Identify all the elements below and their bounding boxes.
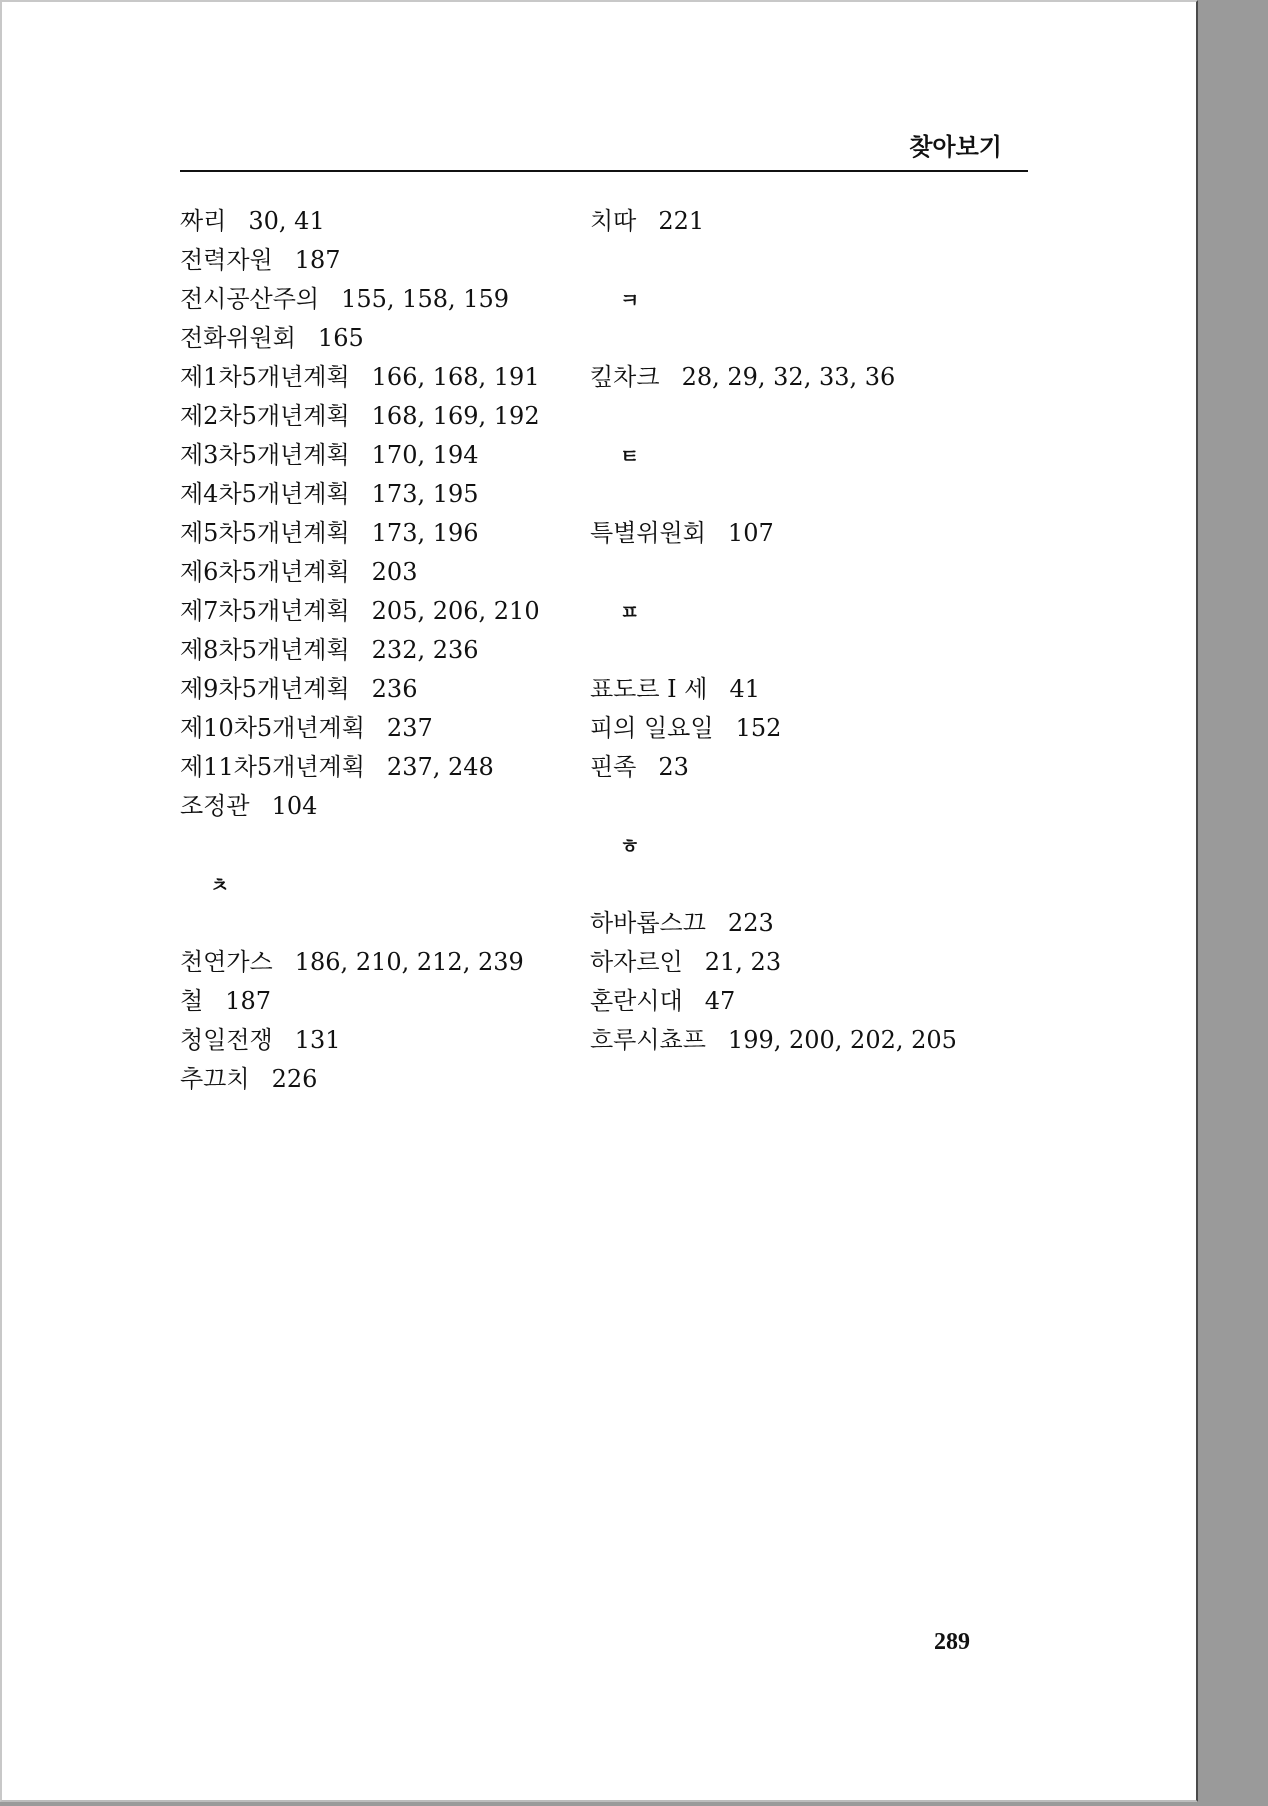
index-entry (590, 358, 1030, 397)
index-term: 제7차5개년계획 (180, 597, 350, 625)
index-page-numbers: 237 (386, 714, 433, 742)
index-page-numbers: 41 (729, 675, 761, 703)
index-page-numbers: 187 (225, 987, 271, 1015)
index-page-numbers: 173, 196 (371, 519, 479, 547)
index-entry (180, 748, 580, 787)
index-term: 제8차5개년계획 (180, 636, 350, 664)
index-term: 특별위원회 (590, 519, 706, 547)
page-number: 289 (934, 1629, 970, 1655)
index-entry (180, 475, 580, 514)
index-term: 제9차5개년계획 (180, 675, 350, 703)
index-term: 제1차5개년계획 (180, 363, 350, 391)
index-term: 천연가스 (180, 948, 273, 976)
blank-line (590, 241, 1030, 280)
index-term: 전시공산주의 (180, 285, 320, 313)
index-term: 철 (180, 987, 204, 1015)
index-section-heading (590, 826, 1030, 865)
index-entry (180, 397, 580, 436)
blank-line (180, 826, 580, 865)
index-page-numbers: 203 (371, 558, 418, 586)
index-entry (180, 592, 580, 631)
index-page-numbers: 187 (294, 246, 341, 274)
blank-line (590, 397, 1030, 436)
index-entry (590, 709, 1030, 748)
index-page-numbers: 152 (735, 714, 782, 742)
index-entry (180, 202, 580, 241)
index-column-right (590, 202, 1030, 1060)
index-page-numbers: 166, 168, 191 (371, 363, 540, 391)
index-entry (180, 943, 580, 982)
index-section-heading (590, 280, 1030, 319)
index-entry (180, 241, 580, 280)
blank-line (590, 553, 1030, 592)
index-entry (180, 1021, 580, 1060)
index-section-heading (590, 592, 1030, 631)
index-entry (180, 280, 580, 319)
index-page-numbers: 47 (704, 987, 736, 1015)
index-page-numbers: 104 (271, 792, 318, 820)
index-page-numbers: 226 (271, 1065, 318, 1093)
index-entry (180, 358, 580, 397)
index-entry (180, 1060, 580, 1099)
index-term: 표도르 I 세 (590, 675, 708, 703)
index-column-left (180, 202, 580, 1099)
index-entry (180, 631, 580, 670)
index-entry (590, 514, 1030, 553)
index-entry (180, 982, 580, 1021)
index-term: ㅎ (620, 834, 640, 858)
index-entry (180, 319, 580, 358)
index-page-numbers: 107 (727, 519, 774, 547)
index-term: 혼란시대 (590, 987, 683, 1015)
index-term: 청일전쟁 (180, 1026, 273, 1054)
index-entry (590, 1021, 1030, 1060)
header-rule (180, 170, 1028, 172)
index-term: ㅊ (210, 873, 230, 897)
index-term: ㅍ (620, 600, 640, 624)
index-term: 제3차5개년계획 (180, 441, 350, 469)
index-term: 하자르인 (590, 948, 683, 976)
index-entry (590, 982, 1030, 1021)
blank-line (180, 904, 580, 943)
index-entry (590, 670, 1030, 709)
index-page-numbers: 236 (371, 675, 418, 703)
index-term: 하바롭스끄 (590, 909, 706, 937)
index-term: 전화위원회 (180, 324, 296, 352)
blank-line (590, 865, 1030, 904)
index-page-numbers: 155, 158, 159 (341, 285, 510, 313)
index-page-numbers: 205, 206, 210 (371, 597, 540, 625)
index-page-numbers: 221 (658, 207, 705, 235)
index-entry (180, 709, 580, 748)
index-term: 치따 (590, 207, 637, 235)
index-term: 핀족 (590, 753, 637, 781)
index-entry (180, 514, 580, 553)
page-header-title: 찾아보기 (909, 133, 1002, 161)
index-entry (590, 202, 1030, 241)
index-term: 짜리 (180, 207, 227, 235)
index-section-heading (180, 865, 580, 904)
index-term: 제11차5개년계획 (180, 753, 365, 781)
index-term: ㅋ (620, 288, 640, 312)
index-page-numbers: 23 (658, 753, 689, 781)
index-term: 제2차5개년계획 (180, 402, 350, 430)
index-term: 조정관 (180, 792, 250, 820)
index-term: 제6차5개년계획 (180, 558, 350, 586)
index-page-numbers: 30, 41 (248, 207, 325, 235)
index-entry (180, 553, 580, 592)
index-entry (590, 943, 1030, 982)
index-page-numbers: 131 (294, 1026, 341, 1054)
index-term: 흐루시쵸프 (590, 1026, 706, 1054)
index-page-numbers: 170, 194 (371, 441, 479, 469)
blank-line (590, 787, 1030, 826)
index-term: 킾차크 (590, 363, 660, 391)
index-page-numbers: 165 (317, 324, 364, 352)
index-page-numbers: 223 (727, 909, 774, 937)
index-page-numbers: 186, 210, 212, 239 (294, 948, 524, 976)
index-entry (180, 436, 580, 475)
blank-line (590, 319, 1030, 358)
index-page-numbers: 173, 195 (371, 480, 479, 508)
index-term: 제10차5개년계획 (180, 714, 365, 742)
index-page-numbers: 232, 236 (371, 636, 479, 664)
index-term: 피의 일요일 (590, 714, 714, 742)
index-entry (590, 748, 1030, 787)
index-page-numbers: 199, 200, 202, 205 (727, 1026, 957, 1054)
blank-line (590, 475, 1030, 514)
index-term: 제4차5개년계획 (180, 480, 350, 508)
index-entry (180, 787, 580, 826)
index-term: 추끄치 (180, 1065, 250, 1093)
index-section-heading (590, 436, 1030, 475)
index-term: ㅌ (620, 444, 640, 468)
index-entry (590, 904, 1030, 943)
index-page-numbers: 28, 29, 32, 33, 36 (681, 363, 896, 391)
blank-line (590, 631, 1030, 670)
index-page-numbers: 168, 169, 192 (371, 402, 540, 430)
index-page-numbers: 21, 23 (704, 948, 782, 976)
index-term: 전력자원 (180, 246, 273, 274)
index-term: 제5차5개년계획 (180, 519, 350, 547)
index-entry (180, 670, 580, 709)
index-page-numbers: 237, 248 (386, 753, 494, 781)
